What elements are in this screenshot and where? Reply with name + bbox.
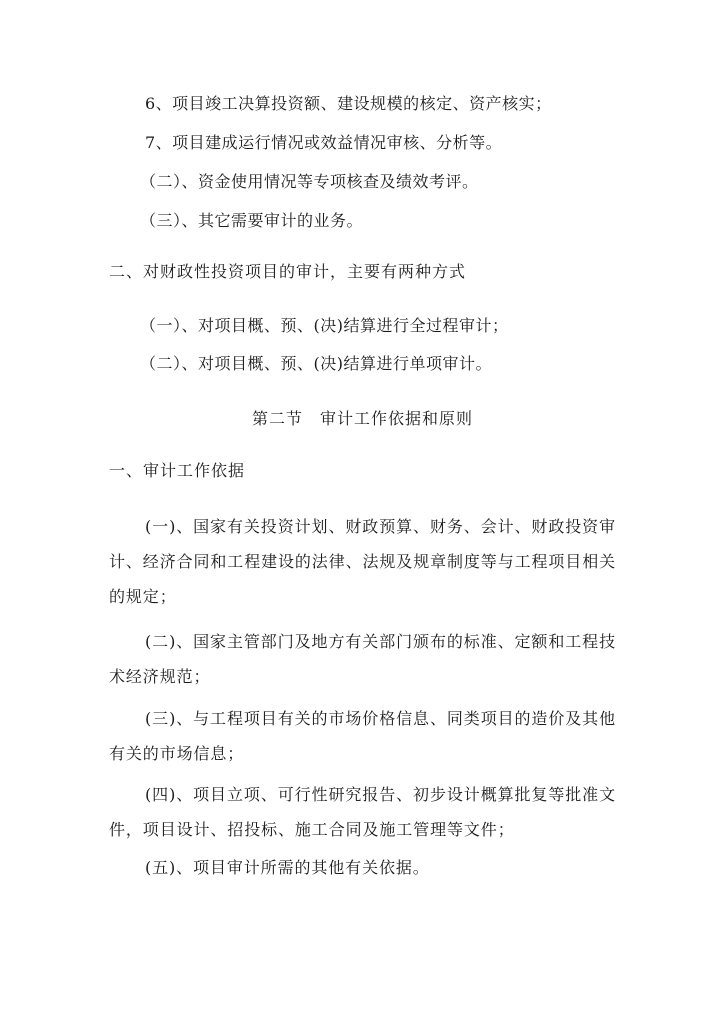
- part-1-heading: 一、审计工作依据: [109, 461, 246, 480]
- method-2-line: （二）、对项目概、预、(决)结算进行单项审计。: [140, 354, 492, 373]
- part-2-heading: 二、对财政性投资项目的审计，主要有两种方式: [109, 262, 467, 281]
- basis-paragraph-4: (四)、项目立项、可行性研究报告、初步设计概算批复等批准文件，项目设计、招投标、施工合同及施工管理等文件；: [109, 785, 616, 839]
- subitem-3-line: （三）、其它需要审计的业务。: [140, 211, 364, 230]
- basis-paragraph-5: (五)、项目审计所需的其他有关依据。: [145, 858, 430, 877]
- section-title: 第二节 审计工作依据和原则: [252, 409, 474, 428]
- item-6-line: 6、项目竣工决算投资额、建设规模的核定、资产核实；: [145, 94, 552, 113]
- basis-paragraph-2: (二)、国家主管部门及地方有关部门颁布的标准、定额和工程技术经济规范；: [109, 632, 616, 686]
- item-7-line: 7、项目建成运行情况或效益情况审核、分析等。: [145, 133, 503, 152]
- method-1-line: （一）、对项目概、预、(决)结算进行全过程审计；: [140, 316, 509, 335]
- subitem-2-line: （二）、资金使用情况等专项核查及绩效考评。: [140, 172, 479, 191]
- basis-paragraph-3: (三)、与工程项目有关的市场价格信息、同类项目的造价及其他有关的市场信息；: [109, 709, 616, 763]
- basis-paragraph-1: (一)、国家有关投资计划、财政预算、财务、会计、财政投资审计、经济合同和工程建设的法律、法规及规章制度等与工程项目相关的规定；: [109, 517, 617, 606]
